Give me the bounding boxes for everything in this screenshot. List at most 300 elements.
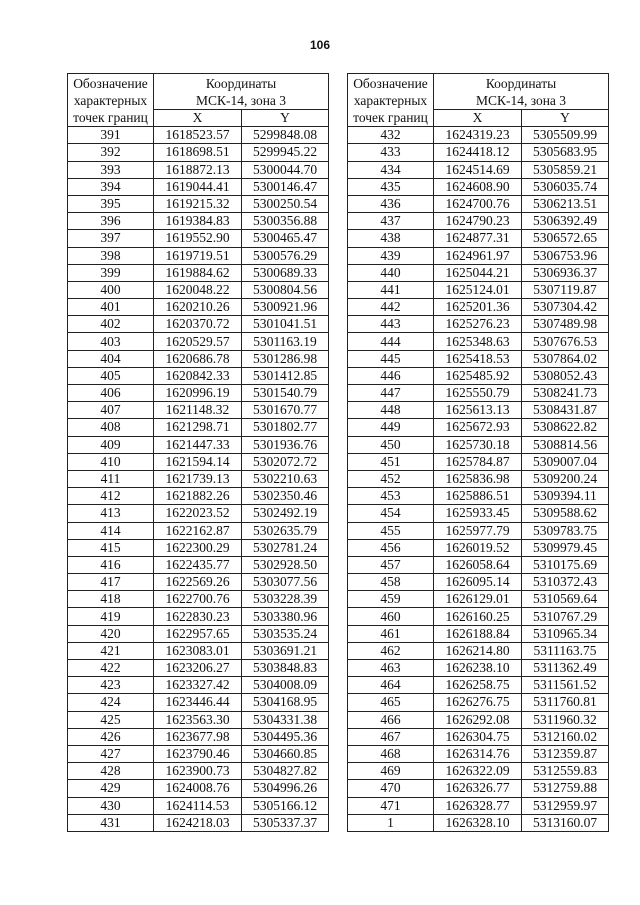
y-coordinate-cell: 5302635.79 (242, 522, 329, 539)
point-id-cell: 430 (68, 797, 154, 814)
y-coordinate-cell: 5310372.43 (522, 574, 609, 591)
y-coordinate-cell: 5310965.34 (522, 625, 609, 642)
x-coordinate-cell: 1623790.46 (154, 745, 242, 762)
point-id-cell: 392 (68, 144, 154, 161)
x-coordinate-cell: 1622300.29 (154, 539, 242, 556)
table-row (68, 574, 329, 591)
y-coordinate-cell: 5305859.21 (522, 161, 609, 178)
y-coordinate-cell: 5312759.88 (522, 780, 609, 797)
table-row (68, 213, 329, 230)
table-row (68, 419, 329, 436)
x-coordinate-cell: 1626328.77 (434, 797, 522, 814)
x-coordinate-cell: 1623900.73 (154, 763, 242, 780)
header-coord-line: Координаты (205, 76, 277, 91)
table-row (348, 316, 609, 333)
x-coordinate-cell: 1624319.23 (434, 127, 522, 144)
y-coordinate-cell: 5309007.04 (522, 453, 609, 470)
table-row (68, 797, 329, 814)
point-id-cell: 408 (68, 419, 154, 436)
table-row (68, 711, 329, 728)
x-coordinate-cell: 1624514.69 (434, 161, 522, 178)
point-id-cell: 429 (68, 780, 154, 797)
y-coordinate-cell: 5308431.87 (522, 402, 609, 419)
y-coordinate-cell: 5300044.70 (242, 161, 329, 178)
page-number: 106 (309, 38, 331, 52)
y-coordinate-cell: 5311960.32 (522, 711, 609, 728)
x-coordinate-cell: 1618698.51 (154, 144, 242, 161)
table-row (348, 127, 609, 144)
y-coordinate-cell: 5307676.53 (522, 333, 609, 350)
y-coordinate-cell: 5301286.98 (242, 350, 329, 367)
header-point-label (348, 74, 434, 127)
table-row (348, 178, 609, 195)
x-coordinate-cell: 1623446.44 (154, 694, 242, 711)
y-coordinate-cell: 5306753.96 (522, 247, 609, 264)
y-coordinate-cell: 5302492.19 (242, 505, 329, 522)
point-id-cell: 398 (68, 247, 154, 264)
table-row (68, 333, 329, 350)
y-coordinate-cell: 5309200.24 (522, 470, 609, 487)
x-coordinate-cell: 1626214.80 (434, 642, 522, 659)
x-coordinate-cell: 1623563.30 (154, 711, 242, 728)
y-coordinate-cell: 5310175.69 (522, 556, 609, 573)
x-coordinate-cell: 1623677.98 (154, 728, 242, 745)
table-body-right (348, 127, 609, 832)
table-row (348, 780, 609, 797)
x-coordinate-cell: 1619384.83 (154, 213, 242, 230)
table-row (68, 436, 329, 453)
x-coordinate-cell: 1618523.57 (154, 127, 242, 144)
point-id-cell: 456 (348, 539, 434, 556)
x-coordinate-cell: 1622023.52 (154, 505, 242, 522)
y-coordinate-cell: 5305509.99 (522, 127, 609, 144)
point-id-cell: 425 (68, 711, 154, 728)
x-coordinate-cell: 1624008.76 (154, 780, 242, 797)
point-id-cell: 401 (68, 299, 154, 316)
table-body-left (68, 127, 329, 832)
table-row (348, 230, 609, 247)
header-label-line: Обозначение (73, 76, 148, 91)
point-id-cell: 415 (68, 539, 154, 556)
x-coordinate-cell: 1620048.22 (154, 281, 242, 298)
point-id-cell: 463 (348, 660, 434, 677)
table-row (68, 195, 329, 212)
point-id-cell: 403 (68, 333, 154, 350)
x-coordinate-cell: 1620996.19 (154, 385, 242, 402)
x-coordinate-cell: 1625836.98 (434, 470, 522, 487)
table-row (68, 488, 329, 505)
point-id-cell: 417 (68, 574, 154, 591)
table-row (348, 677, 609, 694)
table-row (348, 745, 609, 762)
table-row (68, 127, 329, 144)
point-id-cell: 424 (68, 694, 154, 711)
y-coordinate-cell: 5303848.83 (242, 660, 329, 677)
x-coordinate-cell: 1621447.33 (154, 436, 242, 453)
point-id-cell: 1 (348, 814, 434, 831)
table-row (348, 660, 609, 677)
point-id-cell: 413 (68, 505, 154, 522)
header-label-line: характерных (353, 93, 428, 108)
point-id-cell: 431 (68, 814, 154, 831)
x-coordinate-cell: 1622162.87 (154, 522, 242, 539)
x-coordinate-cell: 1626258.75 (434, 677, 522, 694)
point-id-cell: 420 (68, 625, 154, 642)
x-coordinate-cell: 1625672.93 (434, 419, 522, 436)
point-id-cell: 458 (348, 574, 434, 591)
table-row (348, 333, 609, 350)
table-row (68, 591, 329, 608)
point-id-cell: 414 (68, 522, 154, 539)
table-row (68, 264, 329, 281)
header-label-line: Обозначение (353, 76, 428, 91)
table-row (348, 522, 609, 539)
table-row (68, 453, 329, 470)
point-id-cell: 471 (348, 797, 434, 814)
point-id-cell: 469 (348, 763, 434, 780)
point-id-cell: 421 (68, 642, 154, 659)
point-id-cell: 442 (348, 299, 434, 316)
y-coordinate-cell: 5307119.87 (522, 281, 609, 298)
table-row (348, 625, 609, 642)
x-coordinate-cell: 1626095.14 (434, 574, 522, 591)
x-coordinate-cell: 1624790.23 (434, 213, 522, 230)
point-id-cell: 399 (68, 264, 154, 281)
table-row (348, 453, 609, 470)
table-row (68, 350, 329, 367)
y-coordinate-cell: 5311760.81 (522, 694, 609, 711)
y-coordinate-cell: 5306213.51 (522, 195, 609, 212)
y-coordinate-cell: 5300465.47 (242, 230, 329, 247)
point-id-cell: 410 (68, 453, 154, 470)
header-y: Y (242, 110, 329, 127)
y-coordinate-cell: 5307489.98 (522, 316, 609, 333)
table-row (68, 677, 329, 694)
x-coordinate-cell: 1621739.13 (154, 470, 242, 487)
point-id-cell: 452 (348, 470, 434, 487)
x-coordinate-cell: 1624961.97 (434, 247, 522, 264)
y-coordinate-cell: 5301670.77 (242, 402, 329, 419)
header-coord-line: МСК-14, зона 3 (195, 93, 287, 108)
point-id-cell: 419 (68, 608, 154, 625)
y-coordinate-cell: 5308814.56 (522, 436, 609, 453)
x-coordinate-cell: 1623083.01 (154, 642, 242, 659)
y-coordinate-cell: 5304660.85 (242, 745, 329, 762)
y-coordinate-cell: 5310767.29 (522, 608, 609, 625)
point-id-cell: 443 (348, 316, 434, 333)
x-coordinate-cell: 1626314.76 (434, 745, 522, 762)
table-row (68, 522, 329, 539)
header-label-line: точек границ (73, 110, 148, 125)
x-coordinate-cell: 1621148.32 (154, 402, 242, 419)
point-id-cell: 428 (68, 763, 154, 780)
point-id-cell: 465 (348, 694, 434, 711)
point-id-cell: 448 (348, 402, 434, 419)
y-coordinate-cell: 5304996.26 (242, 780, 329, 797)
x-coordinate-cell: 1625784.87 (434, 453, 522, 470)
x-coordinate-cell: 1625418.53 (434, 350, 522, 367)
x-coordinate-cell: 1624114.53 (154, 797, 242, 814)
y-coordinate-cell: 5304495.36 (242, 728, 329, 745)
x-coordinate-cell: 1624700.76 (434, 195, 522, 212)
table-row (68, 814, 329, 831)
table-row (348, 470, 609, 487)
x-coordinate-cell: 1622569.26 (154, 574, 242, 591)
point-id-cell: 411 (68, 470, 154, 487)
table-row (68, 745, 329, 762)
table-row (348, 642, 609, 659)
table-row (68, 247, 329, 264)
x-coordinate-cell: 1625485.92 (434, 367, 522, 384)
coordinates-table-right (347, 73, 609, 832)
table-row (68, 608, 329, 625)
header-coordinates (434, 74, 609, 110)
point-id-cell: 467 (348, 728, 434, 745)
x-coordinate-cell: 1626328.10 (434, 814, 522, 831)
header-x: X (434, 110, 522, 127)
x-coordinate-cell: 1625730.18 (434, 436, 522, 453)
x-coordinate-cell: 1619552.90 (154, 230, 242, 247)
y-coordinate-cell: 5303077.56 (242, 574, 329, 591)
x-coordinate-cell: 1620686.78 (154, 350, 242, 367)
header-label-line: точек границ (353, 110, 428, 125)
table-row (68, 178, 329, 195)
y-coordinate-cell: 5311561.52 (522, 677, 609, 694)
point-id-cell: 394 (68, 178, 154, 195)
x-coordinate-cell: 1621594.14 (154, 453, 242, 470)
y-coordinate-cell: 5300576.29 (242, 247, 329, 264)
table-row (348, 797, 609, 814)
point-id-cell: 449 (348, 419, 434, 436)
y-coordinate-cell: 5304168.95 (242, 694, 329, 711)
table-row (68, 539, 329, 556)
x-coordinate-cell: 1625550.79 (434, 385, 522, 402)
table-row (68, 505, 329, 522)
x-coordinate-cell: 1622957.65 (154, 625, 242, 642)
y-coordinate-cell: 5301802.77 (242, 419, 329, 436)
y-coordinate-cell: 5301412.85 (242, 367, 329, 384)
table-row (348, 367, 609, 384)
point-id-cell: 427 (68, 745, 154, 762)
point-id-cell: 405 (68, 367, 154, 384)
table-row (68, 402, 329, 419)
x-coordinate-cell: 1626292.08 (434, 711, 522, 728)
x-coordinate-cell: 1625044.21 (434, 264, 522, 281)
x-coordinate-cell: 1625201.36 (434, 299, 522, 316)
x-coordinate-cell: 1619884.62 (154, 264, 242, 281)
y-coordinate-cell: 5301540.79 (242, 385, 329, 402)
point-id-cell: 423 (68, 677, 154, 694)
point-id-cell: 418 (68, 591, 154, 608)
y-coordinate-cell: 5300250.54 (242, 195, 329, 212)
x-coordinate-cell: 1625124.01 (434, 281, 522, 298)
table-row (348, 213, 609, 230)
table-row (348, 711, 609, 728)
point-id-cell: 412 (68, 488, 154, 505)
x-coordinate-cell: 1619719.51 (154, 247, 242, 264)
y-coordinate-cell: 5303380.96 (242, 608, 329, 625)
y-coordinate-cell: 5300146.47 (242, 178, 329, 195)
point-id-cell: 453 (348, 488, 434, 505)
y-coordinate-cell: 5311163.75 (522, 642, 609, 659)
y-coordinate-cell: 5308052.43 (522, 367, 609, 384)
point-id-cell: 441 (348, 281, 434, 298)
table-row (348, 814, 609, 831)
point-id-cell: 470 (348, 780, 434, 797)
point-id-cell: 416 (68, 556, 154, 573)
y-coordinate-cell: 5300804.56 (242, 281, 329, 298)
header-y: Y (522, 110, 609, 127)
header-coord-line: Координаты (485, 76, 557, 91)
y-coordinate-cell: 5303535.24 (242, 625, 329, 642)
y-coordinate-cell: 5312359.87 (522, 745, 609, 762)
table-row (68, 281, 329, 298)
x-coordinate-cell: 1618872.13 (154, 161, 242, 178)
y-coordinate-cell: 5303691.21 (242, 642, 329, 659)
y-coordinate-cell: 5305683.95 (522, 144, 609, 161)
y-coordinate-cell: 5302210.63 (242, 470, 329, 487)
header-coord-line: МСК-14, зона 3 (475, 93, 567, 108)
table-row (348, 402, 609, 419)
point-id-cell: 395 (68, 195, 154, 212)
table-row (68, 161, 329, 178)
table-row (68, 642, 329, 659)
table-row (348, 419, 609, 436)
point-id-cell: 447 (348, 385, 434, 402)
x-coordinate-cell: 1626129.01 (434, 591, 522, 608)
x-coordinate-cell: 1622435.77 (154, 556, 242, 573)
table-row (68, 385, 329, 402)
table-row (348, 299, 609, 316)
y-coordinate-cell: 5308241.73 (522, 385, 609, 402)
point-id-cell: 435 (348, 178, 434, 195)
point-id-cell: 426 (68, 728, 154, 745)
y-coordinate-cell: 5309979.45 (522, 539, 609, 556)
table-row (348, 505, 609, 522)
point-id-cell: 400 (68, 281, 154, 298)
x-coordinate-cell: 1626019.52 (434, 539, 522, 556)
point-id-cell: 450 (348, 436, 434, 453)
x-coordinate-cell: 1621298.71 (154, 419, 242, 436)
point-id-cell: 434 (348, 161, 434, 178)
point-id-cell: 464 (348, 677, 434, 694)
x-coordinate-cell: 1621882.26 (154, 488, 242, 505)
y-coordinate-cell: 5306572.65 (522, 230, 609, 247)
x-coordinate-cell: 1626322.09 (434, 763, 522, 780)
x-coordinate-cell: 1623206.27 (154, 660, 242, 677)
table-row (68, 367, 329, 384)
x-coordinate-cell: 1625613.13 (434, 402, 522, 419)
y-coordinate-cell: 5312160.02 (522, 728, 609, 745)
point-id-cell: 437 (348, 213, 434, 230)
point-id-cell: 438 (348, 230, 434, 247)
x-coordinate-cell: 1620529.57 (154, 333, 242, 350)
y-coordinate-cell: 5306035.74 (522, 178, 609, 195)
table-row (348, 488, 609, 505)
point-id-cell: 391 (68, 127, 154, 144)
y-coordinate-cell: 5301936.76 (242, 436, 329, 453)
point-id-cell: 455 (348, 522, 434, 539)
y-coordinate-cell: 5300921.96 (242, 299, 329, 316)
y-coordinate-cell: 5313160.07 (522, 814, 609, 831)
y-coordinate-cell: 5311362.49 (522, 660, 609, 677)
x-coordinate-cell: 1622700.76 (154, 591, 242, 608)
point-id-cell: 462 (348, 642, 434, 659)
header-label-line: характерных (73, 93, 148, 108)
x-coordinate-cell: 1620210.26 (154, 299, 242, 316)
table-row (348, 763, 609, 780)
y-coordinate-cell: 5304331.38 (242, 711, 329, 728)
y-coordinate-cell: 5302072.72 (242, 453, 329, 470)
y-coordinate-cell: 5304827.82 (242, 763, 329, 780)
point-id-cell: 446 (348, 367, 434, 384)
table-row (348, 591, 609, 608)
point-id-cell: 404 (68, 350, 154, 367)
x-coordinate-cell: 1619044.41 (154, 178, 242, 195)
point-id-cell: 461 (348, 625, 434, 642)
y-coordinate-cell: 5309394.11 (522, 488, 609, 505)
x-coordinate-cell: 1622830.23 (154, 608, 242, 625)
table-row (68, 625, 329, 642)
y-coordinate-cell: 5312959.97 (522, 797, 609, 814)
x-coordinate-cell: 1626238.10 (434, 660, 522, 677)
point-id-cell: 406 (68, 385, 154, 402)
x-coordinate-cell: 1624218.03 (154, 814, 242, 831)
point-id-cell: 445 (348, 350, 434, 367)
table-row (348, 539, 609, 556)
coordinates-table-left (67, 73, 329, 832)
point-id-cell: 402 (68, 316, 154, 333)
y-coordinate-cell: 5312559.83 (522, 763, 609, 780)
x-coordinate-cell: 1624877.31 (434, 230, 522, 247)
table-row (348, 161, 609, 178)
y-coordinate-cell: 5305337.37 (242, 814, 329, 831)
y-coordinate-cell: 5310569.64 (522, 591, 609, 608)
table-row (68, 230, 329, 247)
y-coordinate-cell: 5306392.49 (522, 213, 609, 230)
x-coordinate-cell: 1625886.51 (434, 488, 522, 505)
y-coordinate-cell: 5301163.19 (242, 333, 329, 350)
point-id-cell: 436 (348, 195, 434, 212)
y-coordinate-cell: 5307304.42 (522, 299, 609, 316)
table-row (348, 195, 609, 212)
y-coordinate-cell: 5307864.02 (522, 350, 609, 367)
point-id-cell: 460 (348, 608, 434, 625)
x-coordinate-cell: 1626304.75 (434, 728, 522, 745)
table-row (348, 574, 609, 591)
point-id-cell: 459 (348, 591, 434, 608)
header-coordinates (154, 74, 329, 110)
table-row (68, 694, 329, 711)
table-row (68, 780, 329, 797)
y-coordinate-cell: 5302781.24 (242, 539, 329, 556)
x-coordinate-cell: 1620842.33 (154, 367, 242, 384)
point-id-cell: 397 (68, 230, 154, 247)
table-row (348, 281, 609, 298)
table-row (348, 694, 609, 711)
y-coordinate-cell: 5304008.09 (242, 677, 329, 694)
y-coordinate-cell: 5301041.51 (242, 316, 329, 333)
y-coordinate-cell: 5306936.37 (522, 264, 609, 281)
x-coordinate-cell: 1619215.32 (154, 195, 242, 212)
header-point-label (68, 74, 154, 127)
header-x: X (154, 110, 242, 127)
y-coordinate-cell: 5299945.22 (242, 144, 329, 161)
point-id-cell: 409 (68, 436, 154, 453)
table-row (348, 608, 609, 625)
table-row (348, 144, 609, 161)
table-row (348, 264, 609, 281)
